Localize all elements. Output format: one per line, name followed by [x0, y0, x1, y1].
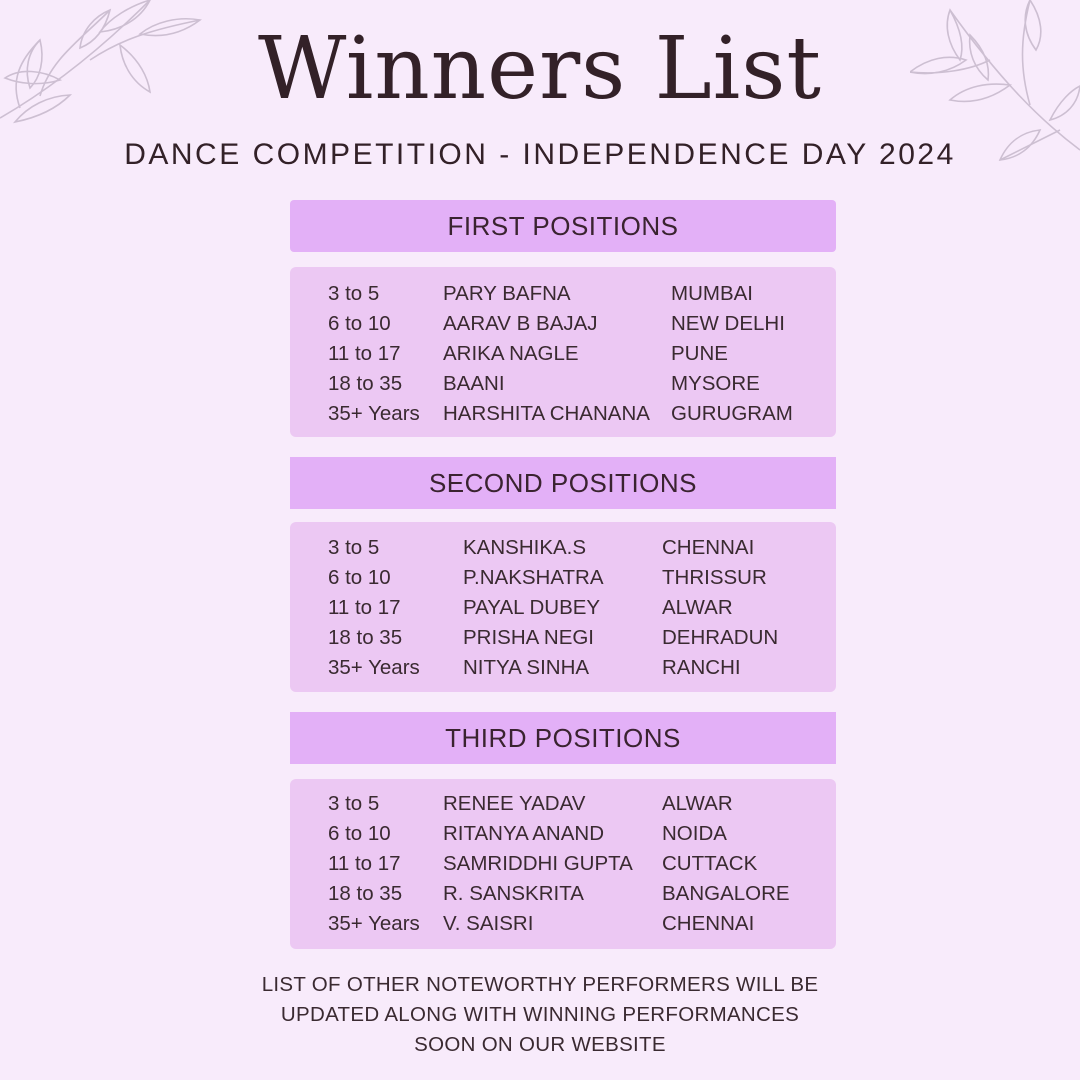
- table-row: [290, 399, 836, 429]
- winner-city: MUMBAI: [671, 282, 753, 305]
- results-panel-second: [290, 522, 836, 692]
- table-row: [290, 879, 836, 909]
- winner-name: RENEE YADAV: [443, 792, 586, 815]
- winner-name: NITYA SINHA: [463, 656, 590, 679]
- age-group: 18 to 35: [328, 626, 403, 649]
- table-row: [290, 849, 836, 879]
- age-group: 3 to 5: [328, 792, 380, 815]
- page-subtitle: DANCE COMPETITION - INDEPENDENCE DAY 2024: [124, 138, 956, 171]
- winner-name: R. SANSKRITA: [443, 882, 584, 905]
- winner-name: ARIKA NAGLE: [443, 342, 579, 365]
- age-group: 11 to 17: [328, 596, 401, 619]
- table-row: [290, 279, 836, 309]
- winner-city: CHENNAI: [662, 912, 755, 935]
- age-group: 35+ Years: [328, 656, 420, 679]
- table-row: [290, 533, 836, 563]
- winner-city: RANCHI: [662, 656, 741, 679]
- table-row: [290, 819, 836, 849]
- age-group: 18 to 35: [328, 372, 403, 395]
- winner-name: KANSHIKA.S: [463, 536, 587, 559]
- winner-city: ALWAR: [662, 792, 733, 815]
- winner-city: ALWAR: [662, 596, 733, 619]
- winner-name: HARSHITA CHANANA: [443, 402, 650, 425]
- age-group: 6 to 10: [328, 822, 391, 845]
- winner-city: NOIDA: [662, 822, 727, 845]
- age-group: 18 to 35: [328, 882, 403, 905]
- age-group: 3 to 5: [328, 536, 380, 559]
- section-heading-third: THIRD POSITIONS: [290, 712, 836, 764]
- results-panel-third: [290, 779, 836, 949]
- winner-city: MYSORE: [671, 372, 760, 395]
- winner-name: PARY BAFNA: [443, 282, 571, 305]
- winner-city: NEW DELHI: [671, 312, 785, 335]
- section-heading-second: SECOND POSITIONS: [290, 457, 836, 509]
- winner-city: BANGALORE: [662, 882, 790, 905]
- winner-name: V. SAISRI: [443, 912, 534, 935]
- age-group: 6 to 10: [328, 566, 391, 589]
- winner-name: PRISHA NEGI: [463, 626, 595, 649]
- footer-line: LIST OF OTHER NOTEWORTHY PERFORMERS WILL BE: [261, 973, 819, 996]
- table-row: [290, 623, 836, 653]
- winner-name: BAANI: [443, 372, 505, 395]
- age-group: 6 to 10: [328, 312, 391, 335]
- winner-name: AARAV B BAJAJ: [443, 312, 598, 335]
- winner-city: DEHRADUN: [662, 626, 779, 649]
- table-row: [290, 339, 836, 369]
- age-group: 35+ Years: [328, 402, 420, 425]
- age-group: 11 to 17: [328, 852, 401, 875]
- table-row: [290, 369, 836, 399]
- winner-name: PAYAL DUBEY: [463, 596, 601, 619]
- footer-line: SOON ON OUR WEBSITE: [414, 1033, 666, 1056]
- winner-name: RITANYA ANAND: [443, 822, 604, 845]
- age-group: 3 to 5: [328, 282, 380, 305]
- winner-city: CHENNAI: [662, 536, 755, 559]
- results-panel-first: [290, 267, 836, 437]
- table-row: [290, 653, 836, 683]
- table-row: [290, 593, 836, 623]
- table-row: [290, 563, 836, 593]
- winner-city: CUTTACK: [662, 852, 758, 875]
- winner-city: PUNE: [671, 342, 728, 365]
- age-group: 35+ Years: [328, 912, 420, 935]
- winner-city: GURUGRAM: [671, 402, 793, 425]
- section-heading-first: FIRST POSITIONS: [290, 200, 836, 252]
- page-title: Winners List: [258, 19, 822, 119]
- age-group: 11 to 17: [328, 342, 401, 365]
- footer-note: [0, 970, 1080, 1060]
- winner-name: SAMRIDDHI GUPTA: [443, 852, 633, 875]
- footer-line: UPDATED ALONG WITH WINNING PERFORMANCES: [280, 1003, 800, 1026]
- winner-name: P.NAKSHATRA: [463, 566, 604, 589]
- table-row: [290, 309, 836, 339]
- table-row: [290, 909, 836, 939]
- table-row: [290, 789, 836, 819]
- winner-city: THRISSUR: [662, 566, 767, 589]
